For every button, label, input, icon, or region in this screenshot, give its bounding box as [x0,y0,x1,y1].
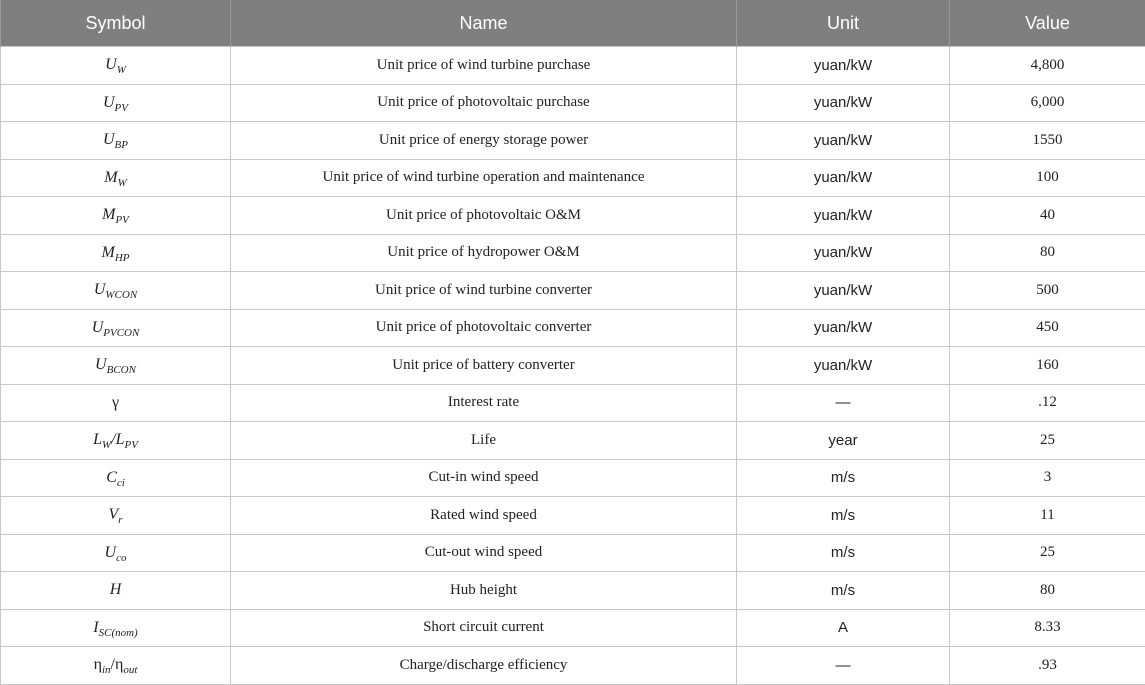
symbol-subscript: PVCON [103,327,139,339]
symbol-subscript: HP [115,252,130,264]
table-row [1,122,1145,160]
unit-cell: yuan/kW [737,47,950,85]
value-cell: 4,800 [950,47,1145,85]
symbol-cell [1,422,231,460]
symbol-main: I [93,619,98,636]
value-cell: 160 [950,347,1145,385]
symbol-cell [1,309,231,347]
table-row [1,497,1145,535]
value-cell: 8.33 [950,609,1145,647]
name-cell: Charge/discharge efficiency [231,647,737,685]
symbol-main: γ [112,394,119,411]
table-row [1,609,1145,647]
symbol-cell [1,84,231,122]
symbol-cell [1,534,231,572]
symbol-main: U [103,131,115,148]
name-cell: Cut-in wind speed [231,459,737,497]
symbol-cell [1,459,231,497]
unit-cell: m/s [737,459,950,497]
value-cell: 25 [950,534,1145,572]
table-row [1,459,1145,497]
unit-cell: yuan/kW [737,234,950,272]
symbol-main: U [95,356,107,373]
symbol-subscript: PV [115,214,128,226]
symbol-cell [1,609,231,647]
table-row [1,534,1145,572]
name-cell: Unit price of photovoltaic purchase [231,84,737,122]
value-cell: .12 [950,384,1145,422]
table-row [1,572,1145,610]
symbol-cell [1,197,231,235]
value-cell: 11 [950,497,1145,535]
name-cell: Life [231,422,737,460]
symbol-cell [1,497,231,535]
symbol-main: V [108,506,118,523]
header-unit: Unit [737,0,950,47]
symbol-subscript: co [116,552,126,564]
name-cell: Unit price of photovoltaic converter [231,309,737,347]
name-cell: Interest rate [231,384,737,422]
table-row [1,384,1145,422]
name-cell: Hub height [231,572,737,610]
name-cell: Unit price of wind turbine converter [231,272,737,310]
name-cell: Short circuit current [231,609,737,647]
symbol-cell [1,272,231,310]
header-row [1,0,1145,47]
unit-cell: m/s [737,572,950,610]
value-cell: 500 [950,272,1145,310]
symbol-subscript-2: PV [124,439,137,451]
value-cell: 80 [950,234,1145,272]
table-row [1,159,1145,197]
name-cell: Unit price of photovoltaic O&M [231,197,737,235]
unit-cell: yuan/kW [737,159,950,197]
symbol-main: C [106,469,117,486]
symbol-main: U [105,544,117,561]
symbol-cell [1,122,231,160]
header-symbol: Symbol [1,0,231,47]
table-row [1,347,1145,385]
value-cell: 100 [950,159,1145,197]
unit-cell: m/s [737,497,950,535]
table-row [1,309,1145,347]
symbol-subscript: BP [115,139,128,151]
symbol-subscript-2: out [123,664,137,676]
symbol-subscript: PV [115,102,128,114]
unit-cell: m/s [737,534,950,572]
value-cell: .93 [950,647,1145,685]
symbol-subscript: BCON [107,364,136,376]
symbol-main: η [94,656,102,673]
symbol-main: M [102,244,115,261]
name-cell: Rated wind speed [231,497,737,535]
value-cell: 40 [950,197,1145,235]
unit-cell: yuan/kW [737,197,950,235]
header-value: Value [950,0,1145,47]
symbol-subscript: ci [117,477,125,489]
name-cell: Unit price of wind turbine purchase [231,47,737,85]
value-cell: 450 [950,309,1145,347]
unit-cell: year [737,422,950,460]
symbol-subscript: W [118,177,127,189]
table-row [1,272,1145,310]
value-cell: 3 [950,459,1145,497]
table-row [1,647,1145,685]
symbol-cell [1,347,231,385]
table-row [1,197,1145,235]
symbol-subscript: r [118,514,122,526]
name-cell: Unit price of battery converter [231,347,737,385]
value-cell: 6,000 [950,84,1145,122]
symbol-main-2: /η [111,656,124,673]
symbol-main-2: /L [111,431,124,448]
name-cell: Unit price of wind turbine operation and maintenance [231,159,737,197]
symbol-cell [1,159,231,197]
symbol-subscript: WCON [105,289,137,301]
symbol-cell [1,234,231,272]
unit-cell: — [737,384,950,422]
symbol-subscript: in [102,664,111,676]
symbol-main: M [104,169,117,186]
value-cell: 1550 [950,122,1145,160]
name-cell: Unit price of energy storage power [231,122,737,160]
unit-cell: — [737,647,950,685]
symbol-cell [1,572,231,610]
symbol-cell [1,384,231,422]
table-row [1,47,1145,85]
symbol-subscript: SC(nom) [99,627,138,639]
symbol-cell [1,647,231,685]
name-cell: Unit price of hydropower O&M [231,234,737,272]
symbol-cell [1,47,231,85]
table-row [1,84,1145,122]
symbol-main: M [102,206,115,223]
table-row [1,422,1145,460]
symbol-main: L [93,431,102,448]
header-name: Name [231,0,737,47]
unit-cell: yuan/kW [737,84,950,122]
unit-cell: yuan/kW [737,309,950,347]
unit-cell: yuan/kW [737,272,950,310]
unit-cell: A [737,609,950,647]
symbol-subscript: W [117,64,126,76]
symbol-main: U [105,56,117,73]
symbol-main: U [103,94,115,111]
table-row [1,234,1145,272]
symbol-main: U [94,281,106,298]
name-cell: Cut-out wind speed [231,534,737,572]
symbol-main: U [92,319,104,336]
unit-cell: yuan/kW [737,122,950,160]
value-cell: 25 [950,422,1145,460]
symbol-subscript: W [102,439,111,451]
value-cell: 80 [950,572,1145,610]
unit-cell: yuan/kW [737,347,950,385]
symbol-main: H [110,581,122,598]
